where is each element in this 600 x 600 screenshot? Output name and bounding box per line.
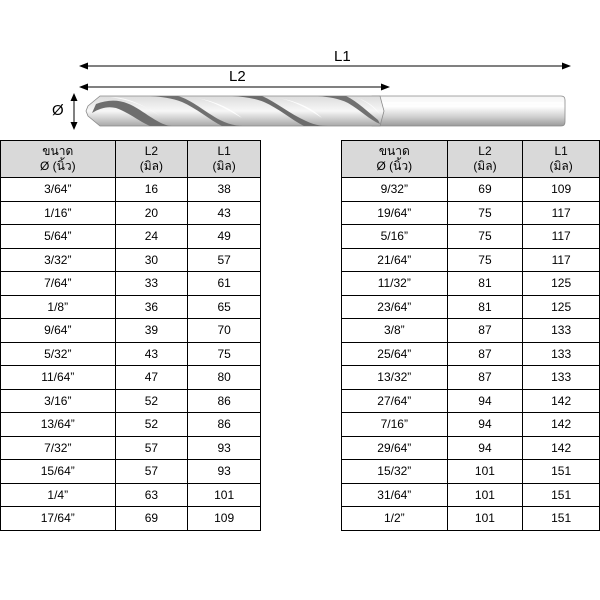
cell-l1: 133 (523, 366, 600, 390)
table-row (1, 295, 261, 319)
cell-size: 9/64” (1, 319, 116, 343)
table-row (1, 225, 261, 249)
cell-size: 1/16” (1, 201, 116, 225)
cell-size: 27/64” (342, 389, 448, 413)
cell-size: 13/32” (342, 366, 448, 390)
table-row (342, 319, 600, 343)
table-row (1, 319, 261, 343)
cell-size: 15/64” (1, 460, 116, 484)
cell-l1: 133 (523, 342, 600, 366)
cell-l2: 69 (447, 178, 523, 202)
cell-l2: 75 (447, 225, 523, 249)
table-header-row (1, 141, 261, 178)
cell-l1: 93 (188, 460, 261, 484)
cell-size: 31/64” (342, 483, 448, 507)
cell-l2: 69 (115, 507, 188, 531)
cell-l1: 142 (523, 389, 600, 413)
header-l2 (447, 141, 523, 178)
cell-size: 3/16” (1, 389, 116, 413)
cell-l1: 142 (523, 413, 600, 437)
header-size (342, 141, 448, 178)
cell-l2: 20 (115, 201, 188, 225)
cell-size: 3/32” (1, 248, 116, 272)
cell-l1: 133 (523, 319, 600, 343)
cell-l2: 101 (447, 460, 523, 484)
cell-l1: 49 (188, 225, 261, 249)
table-row (1, 178, 261, 202)
cell-size: 3/64” (1, 178, 116, 202)
cell-l1: 70 (188, 319, 261, 343)
header-l1 (188, 141, 261, 178)
cell-l1: 109 (188, 507, 261, 531)
cell-l2: 57 (115, 436, 188, 460)
cell-l1: 57 (188, 248, 261, 272)
cell-l2: 52 (115, 413, 188, 437)
cell-l1: 80 (188, 366, 261, 390)
cell-l2: 24 (115, 225, 188, 249)
cell-l1: 109 (523, 178, 600, 202)
cell-l1: 86 (188, 413, 261, 437)
cell-size: 23/64” (342, 295, 448, 319)
cell-l2: 39 (115, 319, 188, 343)
cell-size: 5/16” (342, 225, 448, 249)
table-row (342, 178, 600, 202)
cell-l1: 61 (188, 272, 261, 296)
cell-l1: 93 (188, 436, 261, 460)
cell-size: 11/64” (1, 366, 116, 390)
cell-l2: 57 (115, 460, 188, 484)
table-row (342, 295, 600, 319)
cell-size: 1/8” (1, 295, 116, 319)
cell-l1: 117 (523, 248, 600, 272)
cell-l2: 33 (115, 272, 188, 296)
cell-l2: 75 (447, 201, 523, 225)
cell-l2: 36 (115, 295, 188, 319)
drill-shank (372, 96, 565, 126)
table-row (1, 389, 261, 413)
header-l1-line2: (มิล) (549, 159, 573, 173)
table-row (1, 272, 261, 296)
cell-l1: 117 (523, 225, 600, 249)
table-row (342, 389, 600, 413)
cell-size: 19/64” (342, 201, 448, 225)
cell-l2: 87 (447, 366, 523, 390)
cell-l2: 81 (447, 295, 523, 319)
header-l2-line1: L2 (144, 144, 159, 158)
table-row (1, 460, 261, 484)
drill-flutes (86, 96, 384, 126)
table-row (342, 225, 600, 249)
cell-l1: 151 (523, 460, 600, 484)
l1-label: L1 (334, 48, 351, 65)
table-row (342, 460, 600, 484)
size-table-right (341, 140, 600, 531)
cell-l1: 125 (523, 295, 600, 319)
cell-l2: 87 (447, 342, 523, 366)
cell-size: 11/32” (342, 272, 448, 296)
l2-label: L2 (229, 68, 246, 85)
table-row (1, 413, 261, 437)
cell-l2: 52 (115, 389, 188, 413)
cell-l2: 63 (115, 483, 188, 507)
cell-size: 13/64” (1, 413, 116, 437)
diameter-arrow (71, 93, 78, 130)
header-l1-line1: L1 (554, 144, 568, 158)
cell-size: 21/64” (342, 248, 448, 272)
cell-l1: 101 (188, 483, 261, 507)
table-row (342, 342, 600, 366)
drill-bit-diagram (0, 0, 600, 140)
cell-size: 1/4” (1, 483, 116, 507)
table-row (1, 366, 261, 390)
cell-l2: 94 (447, 413, 523, 437)
cell-l2: 87 (447, 319, 523, 343)
cell-l1: 65 (188, 295, 261, 319)
cell-size: 7/32” (1, 436, 116, 460)
cell-size: 25/64” (342, 342, 448, 366)
header-size-line1: ขนาด (42, 144, 74, 158)
cell-l2: 30 (115, 248, 188, 272)
table-row (1, 507, 261, 531)
header-l1-line2: (มิล) (212, 159, 236, 173)
cell-l2: 101 (447, 507, 523, 531)
cell-l2: 94 (447, 436, 523, 460)
header-size-line2: Ø (นิ้ว) (376, 159, 413, 173)
table-row (1, 201, 261, 225)
cell-l1: 142 (523, 436, 600, 460)
table-row (342, 436, 600, 460)
table-row (342, 201, 600, 225)
header-size-line1: ขนาด (378, 144, 410, 158)
cell-size: 5/64” (1, 225, 116, 249)
cell-size: 9/32” (342, 178, 448, 202)
size-table-left (0, 140, 261, 531)
table-row (342, 483, 600, 507)
header-l2-line2: (มิล) (139, 159, 164, 173)
cell-size: 3/8” (342, 319, 448, 343)
diameter-label: Ø (52, 102, 64, 119)
cell-l1: 86 (188, 389, 261, 413)
header-l1 (523, 141, 600, 178)
cell-l1: 151 (523, 483, 600, 507)
cell-size: 17/64” (1, 507, 116, 531)
table-row (342, 272, 600, 296)
cell-l2: 101 (447, 483, 523, 507)
table-row (1, 483, 261, 507)
table-row (342, 248, 600, 272)
table-row (342, 366, 600, 390)
header-l1-line1: L1 (217, 144, 231, 158)
cell-l1: 125 (523, 272, 600, 296)
header-l2-line1: L2 (478, 144, 492, 158)
header-size-line2: Ø (นิ้ว) (39, 159, 76, 173)
cell-l1: 38 (188, 178, 261, 202)
cell-l1: 75 (188, 342, 261, 366)
table-row (1, 436, 261, 460)
cell-l2: 47 (115, 366, 188, 390)
cell-size: 5/32” (1, 342, 116, 366)
cell-l2: 16 (115, 178, 188, 202)
cell-l2: 94 (447, 389, 523, 413)
cell-l2: 75 (447, 248, 523, 272)
cell-size: 7/64” (1, 272, 116, 296)
cell-l2: 81 (447, 272, 523, 296)
cell-l2: 43 (115, 342, 188, 366)
cell-l1: 117 (523, 201, 600, 225)
header-l2 (115, 141, 188, 178)
cell-size: 15/32” (342, 460, 448, 484)
header-l2-line2: (มิล) (473, 159, 497, 173)
cell-l1: 43 (188, 201, 261, 225)
table-row (1, 342, 261, 366)
table-row (1, 248, 261, 272)
cell-l1: 151 (523, 507, 600, 531)
cell-size: 7/16” (342, 413, 448, 437)
table-header-row (342, 141, 600, 178)
table-row (342, 507, 600, 531)
table-row (342, 413, 600, 437)
cell-size: 1/2” (342, 507, 448, 531)
header-size (1, 141, 116, 178)
cell-size: 29/64” (342, 436, 448, 460)
l1-dimension-arrow (79, 63, 571, 70)
